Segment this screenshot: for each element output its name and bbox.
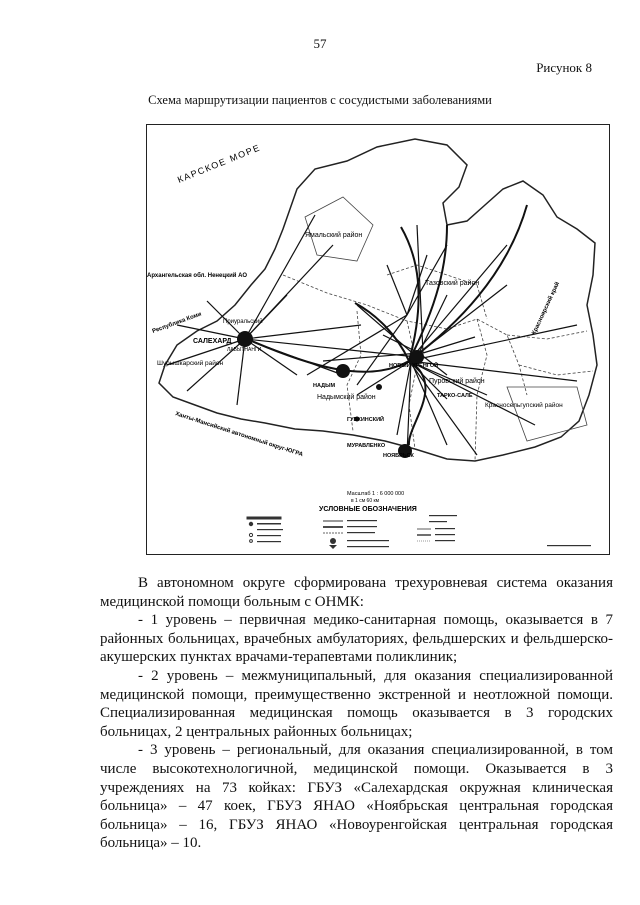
yamal-area bbox=[305, 197, 373, 261]
level-2-paragraph: - 2 уровень – межмуниципальный, для оказания специализированной медицинской помощи, преимущественно экстренной и неотложной помощи. Специализированная медицинская помощь оказывается в 3 городских больницах, 2 центральных районных больницах; bbox=[100, 667, 613, 740]
salekhard-hub-marker bbox=[237, 331, 253, 347]
taz-district-label: Тазовский район bbox=[425, 280, 480, 287]
region-outline bbox=[159, 139, 597, 461]
krasnoselkup-district-label: Красносельгупский район bbox=[485, 402, 563, 409]
intro-paragraph: В автономном округе сформирована трехуровневая система оказания медицинской помощи больным с ОНМК: bbox=[100, 575, 613, 610]
novourengoy-hub-marker bbox=[410, 350, 424, 364]
routing-map bbox=[147, 125, 609, 554]
nadym-hub-marker bbox=[336, 364, 350, 378]
sea-label: КАРСКОЕ МОРЕ bbox=[176, 142, 263, 185]
page-number: 57 bbox=[313, 36, 327, 51]
nadym-city-label: НАДЫМ bbox=[313, 383, 336, 389]
muravlenko-city-label: МУРАВЛЕНКО bbox=[347, 443, 386, 449]
map-scale-sub: в 1 см 60 км bbox=[351, 498, 380, 504]
arkhangelsk-label: Архангельская обл. Ненецкий АО bbox=[147, 273, 248, 279]
labytnangi-city-label: ЛАБЫТНАНГИ bbox=[227, 347, 262, 353]
level-3-paragraph: - 3 уровень – региональный, для оказания специализированной, в том числе высокотехнологичной, медицинской помощи. Оказывается в 3 учреждениях на 73 койках: ГБУЗ «Салехардская окружная клиническая больница» – 47 коек, ГБУЗ ЯНАО «Ноябрьская центральная городская больница» – 16, ГБУЗ ЯНАО «Новоуренгойская центральная городская больница» – 10. bbox=[100, 742, 613, 852]
priural-district-label: Приуральский bbox=[223, 319, 263, 325]
map-scale: Масштаб 1 : 6 000 000 bbox=[347, 491, 405, 497]
salekhard-city-label: САЛЕХАРД bbox=[193, 338, 232, 345]
map-legend bbox=[247, 515, 591, 549]
gubkinsky-city-label: ГУБКИНСКИЙ bbox=[347, 417, 385, 423]
nadym-district-label: Надымский район bbox=[317, 394, 376, 401]
novourengoy-city-label: НОВЫЙ УРЕНГОЙ bbox=[389, 363, 439, 369]
krasnoselkup-area bbox=[507, 387, 587, 441]
yamal-district-label: Ямальский район bbox=[305, 232, 363, 239]
routing-curves bbox=[247, 205, 527, 445]
noyabrsk-city-label: НОЯБРЬСК bbox=[383, 453, 414, 459]
purovsky-district-label: Пуровский район bbox=[429, 378, 485, 385]
shuryshkar-district-label: Шурышкарский район bbox=[157, 360, 224, 367]
figure-title: Схема маршрутизации пациентов с сосудистыми заболеваниями bbox=[148, 93, 492, 107]
krasnoyarsk-label: Красноярский край bbox=[531, 281, 562, 336]
body-text bbox=[100, 574, 613, 853]
tarko-sale-marker bbox=[376, 384, 382, 390]
komi-label: Республика Коми bbox=[151, 311, 203, 335]
figure-label: Рисунок 8 bbox=[536, 60, 592, 75]
legend-title: УСЛОВНЫЕ ОБОЗНАЧЕНИЯ bbox=[319, 506, 417, 513]
khmao-label: Ханты-Мансийский автономный округ-ЮГРА bbox=[174, 411, 304, 459]
routing-map-figure bbox=[146, 124, 610, 555]
level-1-paragraph: - 1 уровень – первичная медико-санитарная помощь, оказывается в 7 районных больницах, врачебных амбулаториях, фельдшерских и фельдшерско-акушерских пунктах врачами-терапевтами поликлиник; bbox=[100, 612, 613, 666]
tarko-sale-city-label: ТАРКО-САЛЕ bbox=[437, 393, 473, 399]
